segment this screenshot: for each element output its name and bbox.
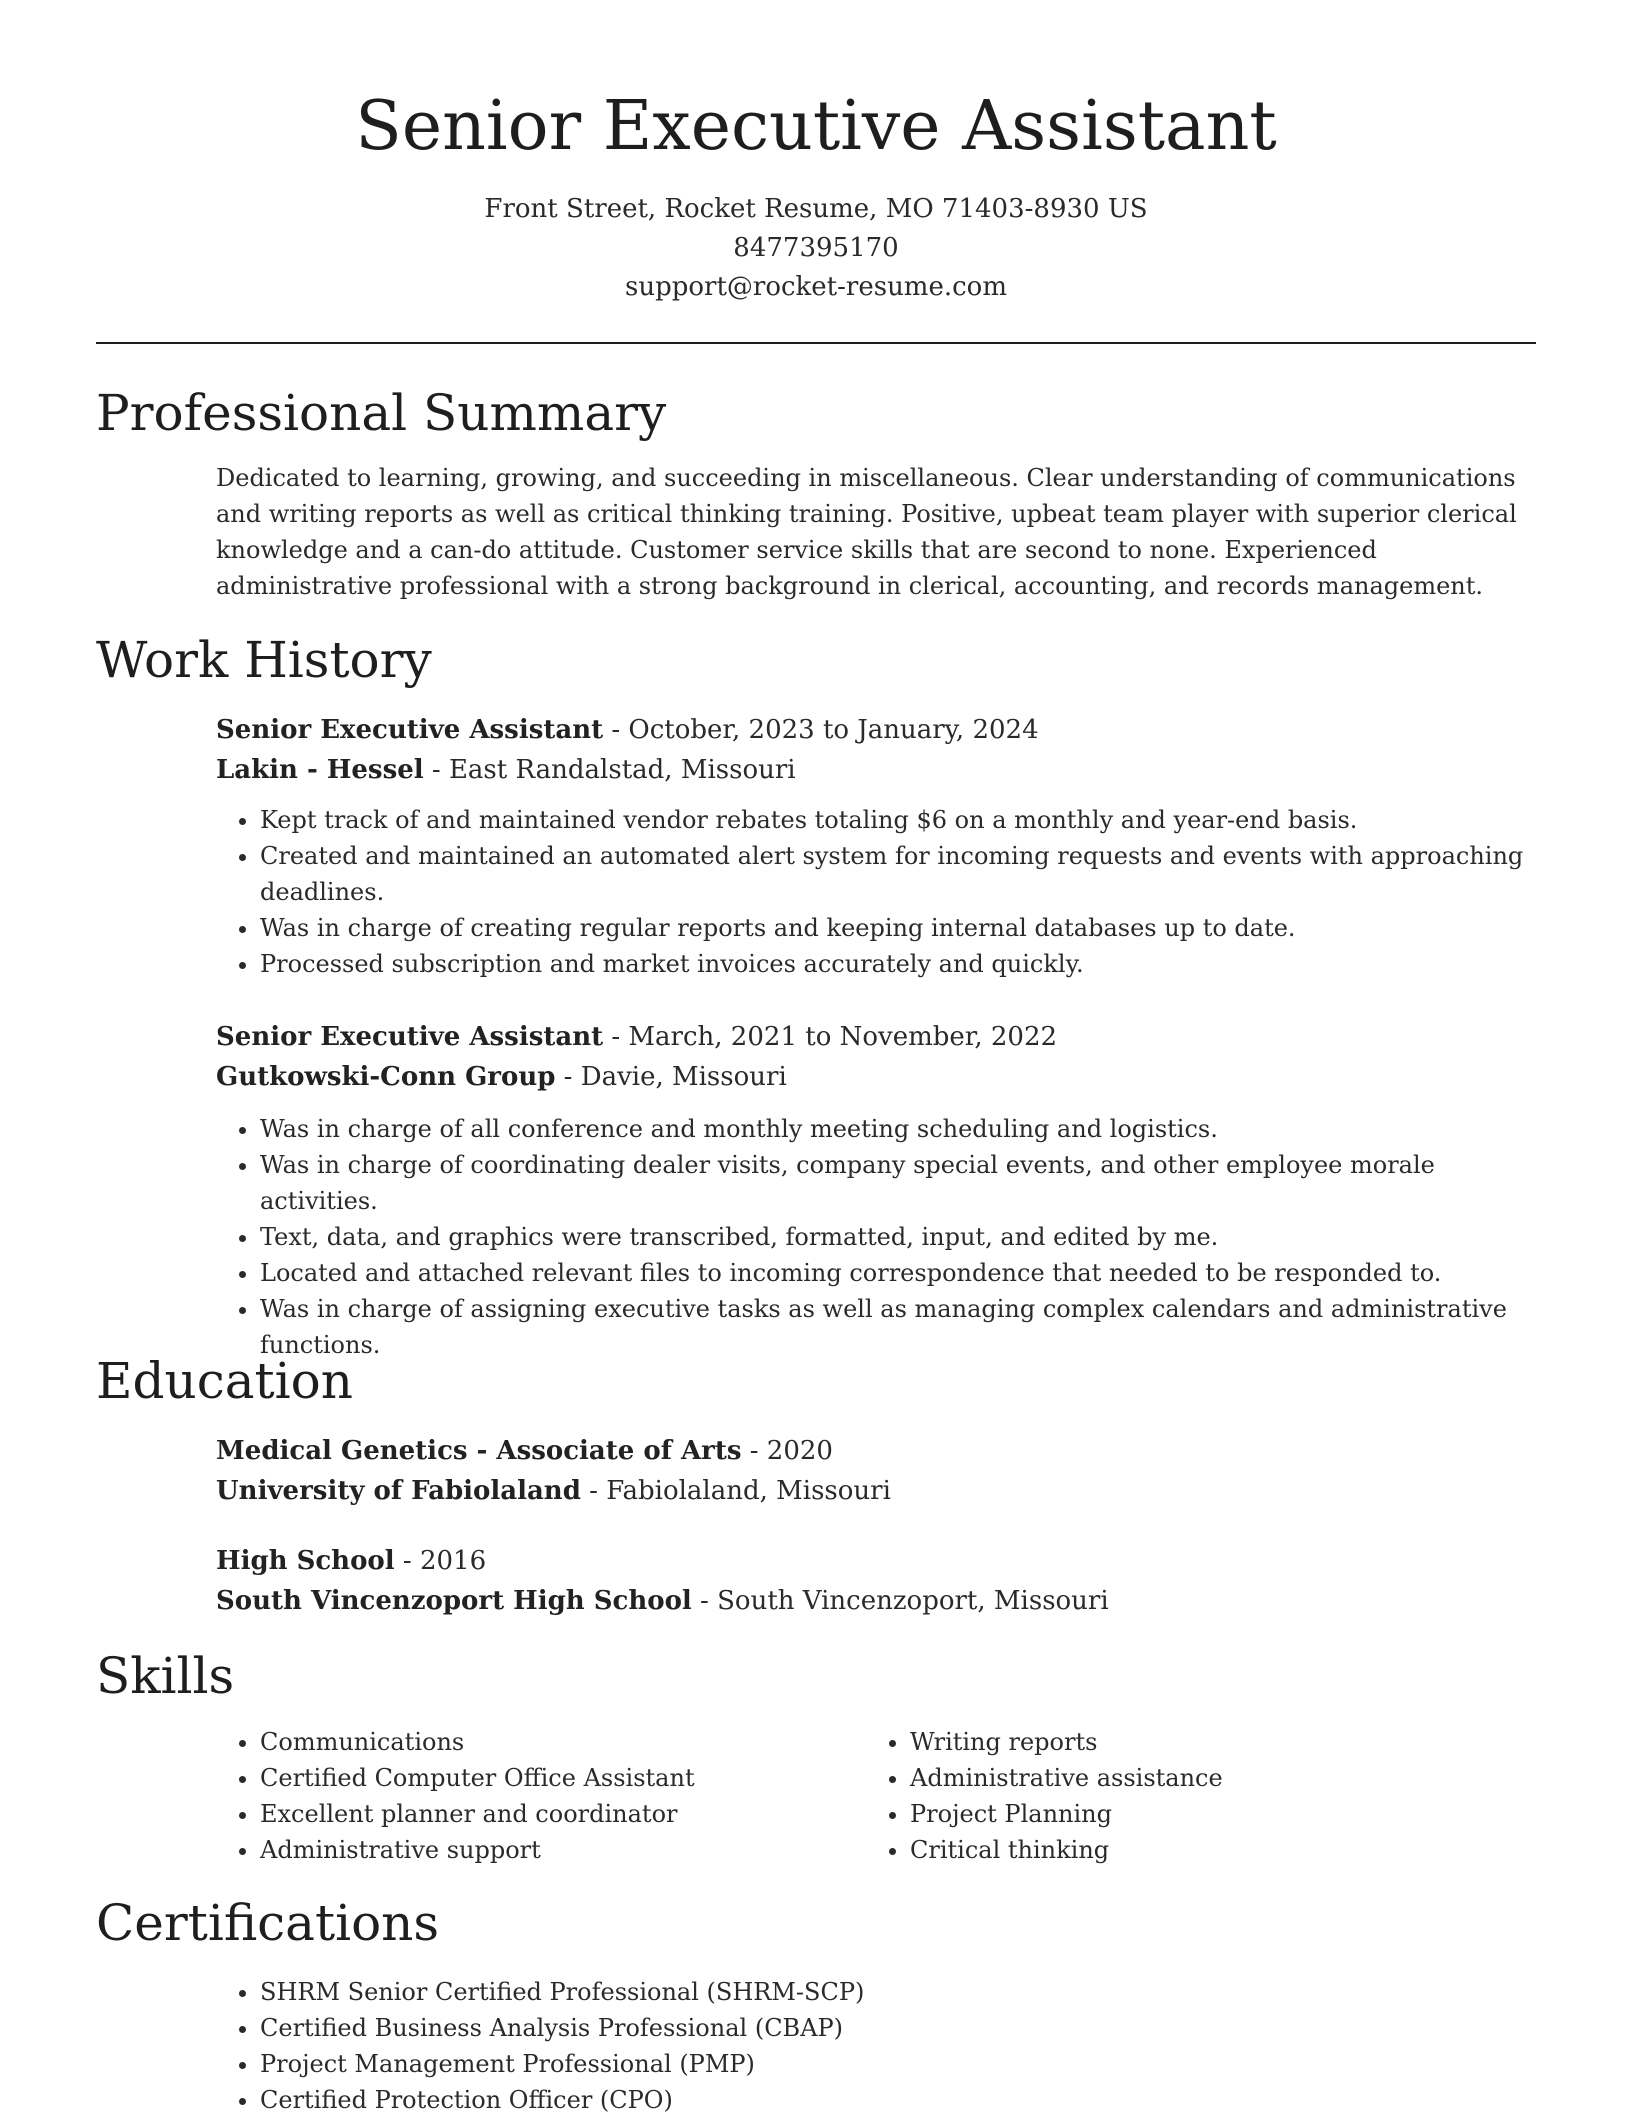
education-year: - 2016 [394,1546,487,1576]
job-bullet: • Text, data, and graphics were transcribed, formatted, input, and edited by me. [260,1219,1536,1255]
certifications-heading: Certifications [96,1894,440,1952]
certification-item: • Certified Business Analysis Professional (CBAP) [260,2010,1536,2046]
header-divider [96,342,1536,344]
contact-email: support@rocket-resume.com [624,272,1007,302]
job-title-line [216,710,1536,750]
summary-heading: Professional Summary [96,384,667,442]
certification-item: • SHRM Senior Certified Professional (SHRM-SCP) [260,1974,1536,2010]
skills-list [866,1724,1506,1868]
job-bullet: • Was in charge of coordinating dealer visits, company special events, and other employee morale activities. [260,1147,1536,1219]
job-location: - East Randalstad, Missouri [423,755,796,785]
education-school-line [216,1471,1536,1511]
certifications-block [216,1974,1536,2118]
job-dates: - March, 2021 to November, 2022 [603,1022,1058,1052]
education-school: University of Fabiolaland [216,1476,581,1506]
skill-item: • Certified Computer Office Assistant [260,1760,856,1796]
job-dates: - October, 2023 to January, 2024 [603,715,1039,745]
job-role: Senior Executive Assistant [216,1022,604,1052]
skills-column-left [216,1724,856,1868]
work-history-heading: Work History [96,631,432,689]
education-location: - Fabiolaland, Missouri [580,1476,891,1506]
certification-item: • Project Management Professional (PMP) [260,2046,1536,2082]
job-bullet: • Was in charge of creating regular reports and keeping internal databases up to date. [260,910,1536,946]
job-location: - Davie, Missouri [555,1062,787,1092]
job-bullet: • Located and attached relevant files to incoming correspondence that needed to be responded to. [260,1255,1536,1291]
resume-header [0,0,1632,307]
education-entry [216,1431,1536,1511]
job-title-line [216,1017,1536,1057]
summary-text: Dedicated to learning, growing, and succeeding in miscellaneous. Clear understanding of communications and writing reports as well as critical thinking training. Positive, upbeat team player with superior clerical knowledge and a can-do attitude. Customer service skills that are second to none. Experienced administrative professional with a strong background in clerical, accounting, and records management. [216,464,1517,600]
job-entry [216,1017,1536,1363]
skill-item: • Critical thinking [910,1832,1506,1868]
contact-phone: 8477395170 [733,233,899,263]
skill-item: • Excellent planner and coordinator [260,1796,856,1832]
job-entry [216,710,1536,982]
contact-address: Front Street, Rocket Resume, MO 71403-8930 US [484,194,1148,224]
job-bullet: • Was in charge of all conference and monthly meeting scheduling and logistics. [260,1111,1536,1147]
skills-list [216,1724,856,1868]
skill-item: • Communications [260,1724,856,1760]
job-bullet: • Created and maintained an automated alert system for incoming requests and events with approaching deadlines. [260,838,1536,910]
skill-item: • Project Planning [910,1796,1506,1832]
job-bullet: • Kept track of and maintained vendor rebates totaling $6 on a monthly and year-end basis. [260,802,1536,838]
job-bullet: • Processed subscription and market invoices accurately and quickly. [260,946,1536,982]
candidate-title: Senior Executive Assistant [355,87,1277,166]
job-company-line [216,1057,1536,1097]
job-role: Senior Executive Assistant [216,715,604,745]
job-company: Lakin - Hessel [216,755,424,785]
education-degree-line [216,1541,1536,1581]
certification-item: • Certified Protection Officer (CPO) [260,2082,1536,2118]
education-entry [216,1541,1536,1621]
job-company-line [216,750,1536,790]
contact-block [0,190,1632,307]
job-company: Gutkowski-Conn Group [216,1062,556,1092]
education-school-line [216,1581,1536,1621]
skill-item: • Administrative assistance [910,1760,1506,1796]
education-year: - 2020 [741,1436,833,1466]
job-bullets [216,1111,1536,1363]
education-degree: High School [216,1546,395,1576]
job-bullet: • Was in charge of assigning executive tasks as well as managing complex calendars and administrative functions. [260,1291,1536,1363]
skills-column-right [866,1724,1506,1868]
skill-item: • Administrative support [260,1832,856,1868]
job-bullets [216,802,1536,982]
education-degree: Medical Genetics - Associate of Arts [216,1436,742,1466]
skill-item: • Writing reports [910,1724,1506,1760]
education-location: - South Vincenzoport, Missouri [691,1586,1109,1616]
education-school: South Vincenzoport High School [216,1586,692,1616]
education-degree-line [216,1431,1536,1471]
certifications-list [216,1974,1536,2118]
skills-heading: Skills [96,1647,235,1705]
education-heading: Education [96,1352,353,1410]
